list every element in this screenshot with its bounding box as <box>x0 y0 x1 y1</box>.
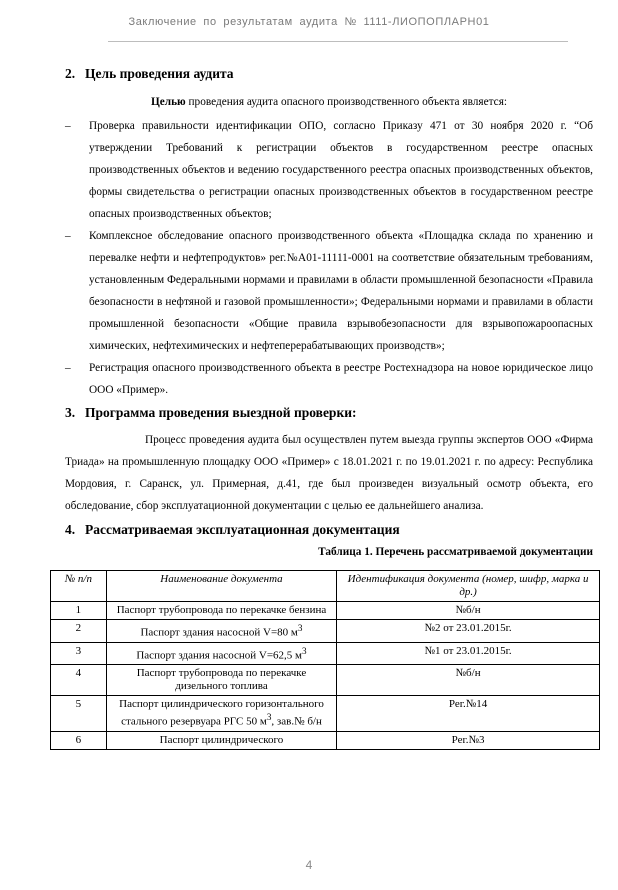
table-row <box>51 696 600 732</box>
cell-id: №б/н <box>337 665 600 696</box>
section-3-text: Процесс проведения аудита был осуществлен путем выезда группы экспертов ООО «Фирма Триада» на промышленную площадку ООО «Пример» с 18.01.2021 г. по 19.01.2021 г. по адресу: Республика Мордовия, г. Саранск, ул. Примерная, д.41, где был произведен визуальный осмотр объекта, его обследование, сбор эксплуатационной документации с целью ее дальнейшего анализа. <box>65 434 593 512</box>
cell-id: Рег.№14 <box>337 696 600 732</box>
goal-list <box>65 115 593 401</box>
cell-name <box>106 620 336 643</box>
page-header: Заключение по результатам аудита № 1111-ЛИОПОПЛАРН01 <box>128 16 490 28</box>
dash-bullet: – <box>65 230 71 242</box>
cell-name-sup: 3 <box>302 645 307 656</box>
goal-item <box>65 357 593 401</box>
table-row <box>51 731 600 749</box>
goal-item-text: Проверка правильности идентификации ОПО, согласно Приказу 471 от 30 ноября 2020 г. “Об утверждении Требований к регистрации объектов в государственном реестре опасных производственных объектов и ведению государственного реестра опасных производственных объектов, формы свидетельства о регистрации опасных производственных объектов в государственном реестре опасных производственных объектов; <box>89 120 593 220</box>
cell-number: 6 <box>51 731 107 749</box>
table-header-row <box>51 571 600 602</box>
cell-name <box>106 696 336 732</box>
cell-name-tail: , зав.№ б/н <box>271 715 322 728</box>
goal-item-text: Регистрация опасного производственного объекта в реестре Ростехнадзора на новое юридическое лицо ООО «Пример». <box>89 362 593 396</box>
section-2-number: 2. <box>65 66 76 81</box>
table-row <box>51 602 600 620</box>
section-3-heading <box>65 403 593 423</box>
column-header-id: Идентификация документа (номер, шифр, марка и др.) <box>337 571 600 602</box>
cell-name-text: Паспорт здания насосной V=80 м <box>140 626 298 639</box>
cell-number: 3 <box>51 642 107 665</box>
document-body <box>65 62 593 750</box>
cell-id: №б/н <box>337 602 600 620</box>
section-2-heading <box>65 64 593 84</box>
cell-name <box>106 642 336 665</box>
section-3-number: 3. <box>65 405 76 420</box>
cell-number: 2 <box>51 620 107 643</box>
section-2-intro <box>65 91 593 113</box>
intro-rest: проведения аудита опасного производственного объекта является: <box>185 96 508 108</box>
intro-bold: Целью <box>150 96 186 108</box>
cell-id: №2 от 23.01.2015г. <box>337 620 600 643</box>
section-3-title: Программа проведения выездной проверки: <box>85 405 357 420</box>
documents-table <box>50 570 600 750</box>
page-number: 4 <box>305 858 313 872</box>
cell-name: Паспорт цилиндрического <box>106 731 336 749</box>
dash-bullet: – <box>65 120 71 132</box>
section-2-title: Цель проведения аудита <box>85 66 234 81</box>
goal-item <box>65 225 593 357</box>
cell-id: №1 от 23.01.2015г. <box>337 642 600 665</box>
section-4-number: 4. <box>65 522 76 537</box>
section-4-heading <box>65 520 593 540</box>
table-row <box>51 620 600 643</box>
cell-number: 5 <box>51 696 107 732</box>
table-caption: Таблица 1. Перечень рассматриваемой документации <box>318 546 593 558</box>
column-header-name: Наименование документа <box>106 571 336 602</box>
dash-bullet: – <box>65 362 71 374</box>
cell-name-sup: 3 <box>297 623 303 633</box>
goal-item-text: Комплексное обследование опасного производственного объекта «Площадка склада по хранению и перевалке нефти и нефтепродуктов» рег.№А01-11111-0001 на соответствие обязательным требованиям, установленным Федеральными нормами и правилами в области промышленной безопасности «Правила безопасности в нефтяной и газовой промышленности»; Федеральными нормами и правилами в области промышленной безопасности «Общие правила взрывобезопасности для взрывопожароопасных химических, нефтехимических и нефтеперерабатывающих производств»; <box>89 230 593 352</box>
table-row <box>51 642 600 665</box>
goal-item <box>65 115 593 225</box>
header-divider <box>108 41 568 42</box>
section-4-title: Рассматриваемая эксплуатационная документация <box>85 522 400 537</box>
table-row <box>51 665 600 696</box>
cell-id: Рег.№3 <box>337 731 600 749</box>
cell-name: Паспорт трубопровода по перекачке бензина <box>106 602 336 620</box>
cell-number: 1 <box>51 602 107 620</box>
cell-name-text: Паспорт цилиндрического горизонтального стального резервуара РГС 50 м <box>119 698 324 728</box>
cell-name-text: Паспорт здания насосной V=62,5 м <box>136 649 303 662</box>
cell-name: Паспорт трубопровода по перекачке дизельного топлива <box>106 665 336 696</box>
column-header-number: № п/п <box>51 571 107 602</box>
cell-number: 4 <box>51 665 107 696</box>
cell-name-sup: 3 <box>266 712 272 723</box>
